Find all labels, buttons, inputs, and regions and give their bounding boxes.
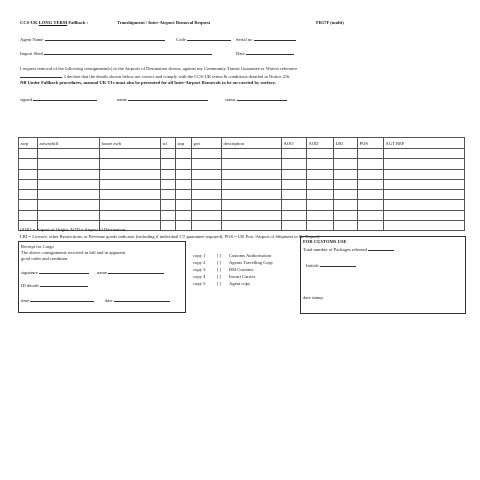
table-cell[interactable]: [192, 169, 222, 179]
table-cell[interactable]: [192, 200, 222, 210]
table-cell[interactable]: [38, 149, 100, 159]
table-cell[interactable]: [384, 210, 465, 220]
table-cell[interactable]: [384, 190, 465, 200]
table-cell[interactable]: [176, 169, 192, 179]
copy-label: copy 5: [193, 281, 206, 286]
table-cell[interactable]: [384, 221, 465, 231]
col-header-lri: LRI: [334, 138, 358, 149]
table-cell[interactable]: [38, 169, 100, 179]
table-cell[interactable]: [334, 159, 358, 169]
form-code: FB17F (multi): [316, 20, 344, 25]
signed-blank[interactable]: [33, 96, 97, 101]
copy-row: [193, 253, 273, 260]
table-cell[interactable]: [176, 200, 192, 210]
table-cell[interactable]: [384, 149, 465, 159]
title-suffix: Fallback :: [68, 20, 89, 25]
table-cell[interactable]: [384, 179, 465, 189]
copy-recipient: Inwart Carrier: [229, 274, 256, 279]
table-cell[interactable]: [19, 149, 38, 159]
copy-row: [193, 267, 273, 274]
code-label: Code: [176, 37, 186, 42]
customs-title: FOR CUSTOMS USE: [303, 239, 347, 244]
receipt-line-1: The above consignments received in full and in apparent: [21, 250, 126, 255]
table-cell[interactable]: [161, 169, 176, 179]
table-cell[interactable]: [358, 179, 384, 189]
legend-line-2: LRI = Licence, other Restrictions, or Revenue goods indicator (including if individual CT guarantee required), POS = UK Port /Airport of Shipment or Re Export): [20, 234, 320, 239]
table-cell[interactable]: [334, 200, 358, 210]
table-cell[interactable]: [307, 200, 334, 210]
table-cell[interactable]: [222, 179, 282, 189]
table-cell[interactable]: [358, 221, 384, 231]
table-cell[interactable]: [161, 190, 176, 200]
receipt-name-blank[interactable]: [108, 269, 164, 274]
status-field[interactable]: [225, 96, 287, 102]
table-cell[interactable]: [19, 190, 38, 200]
signoff-name-label: name: [117, 97, 127, 102]
table-row: [19, 210, 465, 220]
copy-recipient: BM Customs: [229, 267, 254, 272]
receipt-signature-blank[interactable]: [39, 269, 89, 274]
table-cell[interactable]: [192, 190, 222, 200]
table-cell[interactable]: [161, 159, 176, 169]
code-field[interactable]: [176, 36, 231, 42]
table-row: [19, 159, 465, 169]
table-cell[interactable]: [176, 210, 192, 220]
request-line-2: . I declare that the details shown below are correct and comply with the CCS-UK terms & conditions detailed in Notice 216.: [62, 74, 291, 79]
table-cell[interactable]: [38, 210, 100, 220]
title-prefix: CCS-UK: [20, 20, 38, 25]
signed-field[interactable]: [20, 96, 97, 102]
copy-row: [193, 281, 273, 288]
copy-checkbox[interactable]: [ ]: [217, 253, 222, 258]
table-cell[interactable]: [358, 159, 384, 169]
copy-row: [193, 274, 273, 281]
receipt-box: [18, 241, 186, 313]
table-cell[interactable]: [19, 169, 38, 179]
table-cell[interactable]: [334, 179, 358, 189]
table-cell[interactable]: [19, 210, 38, 220]
customs-box: [300, 236, 466, 314]
table-cell[interactable]: [282, 221, 307, 231]
table-cell[interactable]: [192, 179, 222, 189]
table-cell[interactable]: [38, 190, 100, 200]
table-cell[interactable]: [282, 210, 307, 220]
table-cell[interactable]: [19, 200, 38, 210]
copy-label: copy 4: [193, 274, 206, 279]
table-cell[interactable]: [222, 169, 282, 179]
table-cell[interactable]: [384, 169, 465, 179]
table-cell[interactable]: [192, 159, 222, 169]
col-header-gwt: gwt: [192, 138, 222, 149]
signoff-name-blank[interactable]: [128, 96, 208, 101]
table-row: [19, 190, 465, 200]
table-cell[interactable]: [100, 149, 161, 159]
customs-initials-field[interactable]: [306, 262, 356, 268]
table-cell[interactable]: [161, 221, 176, 231]
signoff-name-field[interactable]: [117, 96, 208, 102]
receipt-time-field[interactable]: [21, 297, 94, 303]
agent-name-blank[interactable]: [45, 36, 165, 41]
table-cell[interactable]: [176, 159, 192, 169]
table-cell[interactable]: [100, 190, 161, 200]
col-header-house-awb: house awb: [100, 138, 161, 149]
receipt-name-field[interactable]: [97, 269, 164, 275]
table-cell[interactable]: [100, 169, 161, 179]
status-label: status: [225, 97, 236, 102]
receipt-date-label: date: [105, 298, 113, 303]
receipt-id-label: ID details: [21, 283, 39, 288]
table-cell[interactable]: [222, 149, 282, 159]
table-cell[interactable]: [358, 200, 384, 210]
table-cell[interactable]: [222, 221, 282, 231]
form-title: [20, 20, 88, 25]
receipt-signature-field[interactable]: [21, 269, 89, 275]
request-line-1: I request removal of the following consignment(s) to the Airports of Destination shown, against my Community Transit Guarantee or Waiver reference: [20, 66, 298, 71]
serial-no-label: Serial no: [236, 37, 253, 42]
status-blank[interactable]: [237, 96, 287, 101]
table-cell[interactable]: [334, 190, 358, 200]
consignment-table: [18, 137, 465, 231]
table-cell[interactable]: [161, 179, 176, 189]
date-label: Date: [236, 51, 245, 56]
date-field[interactable]: [236, 50, 294, 56]
col-header-aod: AOD: [307, 138, 334, 149]
form-subtitle: Transhipment / Inter-Airport Removal Request: [117, 20, 211, 25]
copy-recipient: Agents Travelling Copy: [229, 260, 274, 265]
table-cell[interactable]: [19, 179, 38, 189]
receipt-date-blank[interactable]: [114, 297, 170, 302]
customs-initials-label: Initials: [306, 263, 319, 268]
table-cell[interactable]: [334, 221, 358, 231]
table-row: [19, 169, 465, 179]
guarantee-ref-blank[interactable]: [20, 73, 62, 78]
col-header-agt-ref: AGT REF: [384, 138, 465, 149]
receipt-time-label: time: [21, 298, 30, 303]
table-cell[interactable]: [307, 169, 334, 179]
col-header-awp: awp: [19, 138, 38, 149]
copy-checkbox[interactable]: [ ]: [217, 281, 222, 286]
table-cell[interactable]: [358, 169, 384, 179]
table-row: [19, 200, 465, 210]
table-cell[interactable]: [161, 200, 176, 210]
receipt-id-field[interactable]: [21, 282, 88, 288]
signed-label: signed: [20, 97, 32, 102]
table-cell[interactable]: [282, 169, 307, 179]
table-cell[interactable]: [307, 210, 334, 220]
receipt-signature-label: signature: [21, 270, 38, 275]
table-cell[interactable]: [192, 221, 222, 231]
table-cell[interactable]: [358, 190, 384, 200]
copy-recipient: Agent copy: [229, 281, 251, 286]
col-header-pos: POS: [358, 138, 384, 149]
customs-packages-label: Total number of Packages released: [303, 247, 367, 252]
table-row: [19, 149, 465, 159]
table-cell[interactable]: [100, 210, 161, 220]
col-header-aoo: AOO: [282, 138, 307, 149]
table-cell[interactable]: [176, 149, 192, 159]
col-header-airwaybill: airwaybill: [38, 138, 100, 149]
table-cell[interactable]: [282, 149, 307, 159]
table-cell[interactable]: [19, 159, 38, 169]
serial-no-blank[interactable]: [254, 36, 296, 41]
import-shed-label: Import Shed: [20, 51, 43, 56]
table-cell[interactable]: [358, 210, 384, 220]
table-cell[interactable]: [222, 190, 282, 200]
table-cell[interactable]: [307, 190, 334, 200]
table-cell[interactable]: [334, 169, 358, 179]
receipt-line-2: good order and condition.: [21, 256, 69, 261]
table-cell[interactable]: [384, 200, 465, 210]
receipt-date-field[interactable]: [105, 297, 170, 303]
copy-recipient: Customs Authorisation: [229, 253, 272, 258]
agent-name-field[interactable]: [20, 36, 165, 42]
table-cell[interactable]: [222, 200, 282, 210]
table-row: [19, 179, 465, 189]
col-header-aop: aop: [176, 138, 192, 149]
copy-row: [193, 260, 273, 267]
code-blank[interactable]: [187, 36, 231, 41]
table-cell[interactable]: [222, 210, 282, 220]
table-cell[interactable]: [384, 159, 465, 169]
table-cell[interactable]: [100, 200, 161, 210]
legend-line-1: (AOO = Airport of Origin, AOD = Airport of Destination,: [20, 227, 127, 232]
customs-initials-blank[interactable]: [320, 262, 356, 267]
table-cell[interactable]: [161, 149, 176, 159]
receipt-name-label: name: [97, 270, 107, 275]
table-cell[interactable]: [307, 221, 334, 231]
table-cell[interactable]: [38, 200, 100, 210]
table-cell[interactable]: [282, 190, 307, 200]
agent-name-label: Agent Name: [20, 37, 44, 42]
receipt-time-blank[interactable]: [30, 297, 94, 302]
table-cell[interactable]: [282, 200, 307, 210]
table-cell[interactable]: [334, 149, 358, 159]
receipt-id-blank[interactable]: [40, 282, 88, 287]
table-header-row: [19, 138, 465, 149]
title-long-term: LONG TERM: [38, 20, 68, 25]
customs-packages-blank[interactable]: [368, 246, 394, 251]
table-cell[interactable]: [307, 179, 334, 189]
customs-date-stamp: date stamp: [303, 295, 323, 300]
table-body: [19, 149, 465, 231]
request-line-3: NB Under Fallback procedures, manual UK T1s must also be presented for all Inter-Airport Removals to be on-carried by surface.: [20, 80, 276, 85]
table-cell[interactable]: [161, 210, 176, 220]
copies-list: [193, 253, 273, 288]
copy-checkbox[interactable]: [ ]: [217, 267, 222, 272]
table-cell[interactable]: [222, 159, 282, 169]
table-cell[interactable]: [192, 149, 222, 159]
customs-packages-field[interactable]: [303, 246, 394, 252]
receipt-title: Receipt for Cargo: [21, 244, 54, 249]
table-cell[interactable]: [176, 179, 192, 189]
table-cell[interactable]: [334, 210, 358, 220]
table-cell[interactable]: [358, 149, 384, 159]
table-cell[interactable]: [307, 149, 334, 159]
request-line-2-wrap: [20, 73, 290, 79]
copy-checkbox[interactable]: [ ]: [217, 274, 222, 279]
col-header-description: description: [222, 138, 282, 149]
col-header-stf: stf: [161, 138, 176, 149]
serial-no-field[interactable]: [236, 36, 296, 42]
table-cell[interactable]: [38, 179, 100, 189]
copy-checkbox[interactable]: [ ]: [217, 260, 222, 265]
table-cell[interactable]: [100, 179, 161, 189]
table-cell[interactable]: [176, 190, 192, 200]
copy-label: copy 3: [193, 267, 206, 272]
table-cell[interactable]: [38, 159, 100, 169]
table-cell[interactable]: [282, 159, 307, 169]
copy-label: copy 2: [193, 260, 206, 265]
date-blank[interactable]: [246, 50, 294, 55]
table-cell[interactable]: [192, 210, 222, 220]
copy-label: copy 1: [193, 253, 206, 258]
table-cell[interactable]: [176, 221, 192, 231]
table-cell[interactable]: [307, 159, 334, 169]
import-shed-blank[interactable]: [44, 50, 212, 55]
table-cell[interactable]: [282, 179, 307, 189]
table-cell[interactable]: [100, 159, 161, 169]
import-shed-field[interactable]: [20, 50, 212, 56]
